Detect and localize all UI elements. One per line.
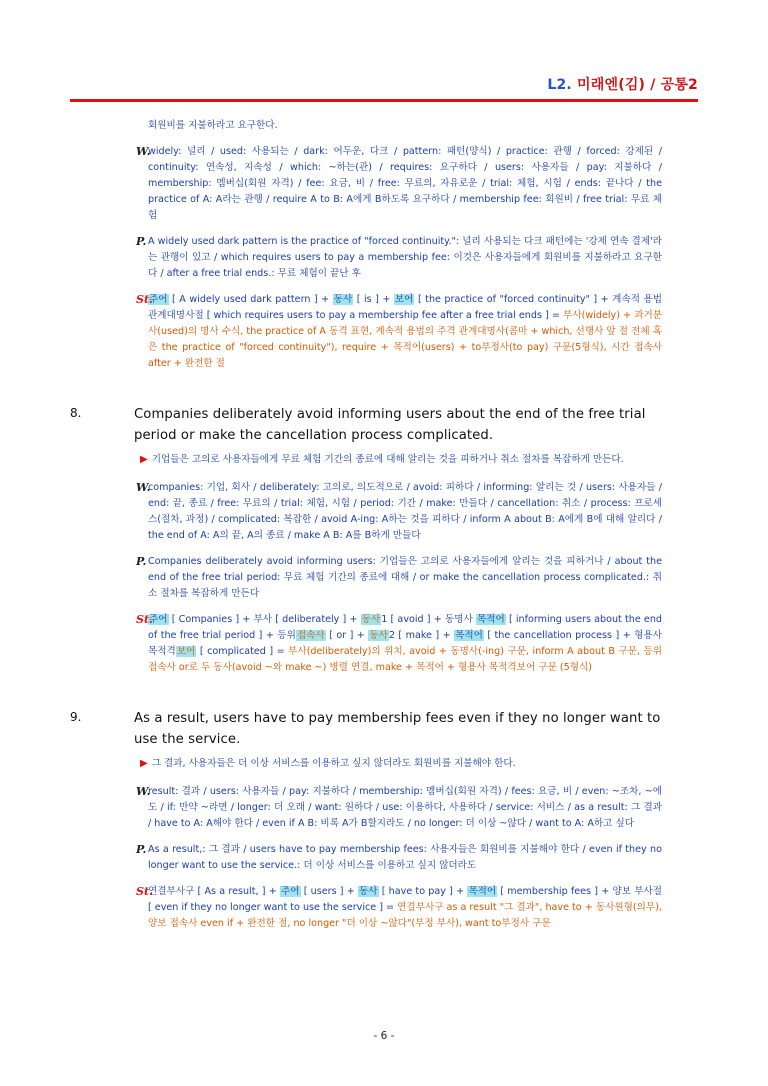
structure-segment: 1 [ avoid ] + 동명사 <box>381 614 476 625</box>
translation <box>70 452 662 468</box>
grammar-role-highlight: 목적어 <box>468 886 497 897</box>
continuation-lead: 회원비를 지불하라고 요구한다. <box>148 120 278 131</box>
structure-notes <box>148 614 662 673</box>
structure-segment: [ A widely used dark pattern ] + <box>168 294 333 305</box>
grammar-explanation: 부사(widely) + 과거분사(used)의 명사 수식, the practice of A 동격 표현, 계속적 용법의 주격 관계대명사(콤마 + which, 선행사 앞 절 전체 혹은 the practice of "forced continuity"), require + 목적어(users) + to부정사(to pay) 구문(5형식), 시간 접속사 after + 완전한 절 <box>148 310 662 369</box>
structure-segment: [ membership fees ] + 양보 부사절 [ even if they no longer want to use the service ] = <box>148 886 662 913</box>
phrase-notes: As a result,: 그 결과 / users have to pay membership fees: 사용자들은 회원비를 지불해야 한다 / even if they no longer want to use the service.: 더 이상 서비스를 이용하고 싶지 않더라도 <box>148 844 662 871</box>
arrow-icon: ▶ <box>140 454 148 465</box>
structure-segment: [ the cancellation process ] + 형용사 목적격 <box>148 630 662 657</box>
structure-notes <box>148 886 662 929</box>
structure-label: St. <box>136 613 153 626</box>
structure-notes-block <box>70 884 662 932</box>
header-rule <box>70 99 698 102</box>
word-notes: widely: 널리 / used: 사용되는 / dark: 어두운, 다크 / pattern: 패턴(양식) / practice: 관행 / forced: 강제된 / continuity: 연속성, 지속성 / which: ~하는(관) / requires: 요구하다 / users: 사용자들 / pay: 지불하다 / membership: 멤버십(회원 자격) / fee: 요금, 비 / free: 무료의, 자유로운 / trial: 체험, 시험 / ends: 끝나다 / the practice of A: A라는 관행 / require A to B: A에게 B하도록 요구하다 / membership fee: 회원비 / free trial: 무료 체험 <box>148 146 662 221</box>
header-title: 미래엔(김) / 공통2 <box>577 77 698 93</box>
structure-segment: [ Companies ] + 부사 [ deliberately ] + <box>168 614 361 625</box>
structure-notes-block <box>70 292 662 372</box>
phrase-label: P. <box>136 555 147 568</box>
structure-segment: [ informing users about the end of the free trial period ] + 등위 <box>148 614 662 641</box>
grammar-role-highlight: 목적어 <box>455 630 483 641</box>
grammar-role-highlight: 동사 <box>358 886 378 897</box>
structure-segment: [ the practice of "forced continuity" ] + 계속적 용법 관계대명사절 [ which requires users to pay a membership fee after a free trial ends ] = <box>148 294 663 321</box>
grammar-role-highlight: 보어 <box>394 294 414 305</box>
word-label: W. <box>136 145 151 158</box>
grammar-role-highlight: 동사 <box>369 630 388 641</box>
phrase-notes-block <box>70 234 662 282</box>
structure-segment: [ or ] + <box>325 630 369 641</box>
word-notes-block <box>70 784 662 832</box>
structure-label: St. <box>136 293 153 306</box>
grammar-role-highlight: 주어 <box>280 886 300 897</box>
structure-notes-block <box>70 612 662 676</box>
grammar-role-highlight: 주어 <box>149 294 168 305</box>
grammar-role-highlight: 목적어 <box>476 614 505 625</box>
structure-segment: [ complicated ] = <box>196 646 289 657</box>
structure-segment: [ users ] + <box>300 886 358 897</box>
translation-text: 기업들은 고의로 사용자들에게 무료 체험 기간의 종료에 대해 알리는 것을 피하거나 취소 절차를 복잡하게 만든다. <box>151 454 624 465</box>
word-label: W. <box>136 481 151 494</box>
grammar-role-highlight: 동사 <box>333 294 353 305</box>
word-notes-block <box>70 144 662 224</box>
grammar-explanation: 부사(deliberately)의 위치, avoid + 동명사(-ing) 구문, inform A about B 구문, 등위접속사 or로 두 동사(avoid ~와 make ~) 병렬 연결, make + 목적어 + 형용사 목적격보어 구문 (5형식) <box>148 646 663 673</box>
structure-notes <box>148 294 662 369</box>
phrase-notes-block <box>70 842 662 874</box>
translation-text: 그 결과, 사용자들은 더 이상 서비스를 이용하고 싶지 않더라도 회원비를 지불해야 한다. <box>151 758 516 769</box>
arrow-icon: ▶ <box>140 758 148 769</box>
page-content <box>70 118 662 942</box>
phrase-label: P. <box>136 843 147 856</box>
word-notes: companies: 기업, 회사 / deliberately: 고의로, 의도적으로 / avoid: 피하다 / informing: 알리는 것 / users: 사용자들 / end: 끝, 종료 / free: 무료의 / trial: 체험, 시험 / period: 기간 / make: 만들다 / cancellation: 취소 / process: 프로세스(절차, 과정) / complicated: 복잡한 / avoid A-ing: A하는 것을 피하다 / inform A about B: A에게 B에 대해 알리다 / the end of A: A의 끝, A의 종료 / make A B: A를 B하게 만들다 <box>148 482 662 541</box>
phrase-notes-block <box>70 554 662 602</box>
structure-segment: 2 [ make ] + <box>388 630 455 641</box>
structure-segment: 연결부사구 [ As a result, ] + <box>148 886 280 897</box>
structure-label: St. <box>136 885 153 898</box>
structure-segment: [ have to pay ] + <box>378 886 468 897</box>
grammar-role-highlight: 보어 <box>176 646 196 657</box>
question-8 <box>70 404 662 676</box>
grammar-explanation: 연결부사구 as a result "그 결과", have to + 동사원형(의무), 양보 접속사 even if + 완전한 절, no longer "더 이상 ~않다"(부정 부사), want to부정사 구문 <box>148 902 662 929</box>
word-notes-block <box>70 480 662 544</box>
question-sentence: As a result, users have to pay membership fees even if they no longer want to use the service. <box>134 711 661 747</box>
lesson-number: L2. <box>547 77 572 93</box>
phrase-label: P. <box>136 235 147 248</box>
phrase-notes: Companies deliberately avoid informing users: 기업들은 고의로 사용자들에게 알리는 것을 피하거나 / about the end of the free trial period: 무료 체험 기간의 종료에 대해 / or make the cancellation process complicated.: 취소 절차를 복잡하게 만든다 <box>148 556 662 599</box>
structure-segment: [ is ] + <box>353 294 394 305</box>
question-number: 8. <box>70 406 82 420</box>
question-sentence: Companies deliberately avoid informing users about the end of the free trial period or make the cancellation process complicated. <box>134 407 646 443</box>
phrase-notes: A widely used dark pattern is the practice of "forced continuity.": 널리 사용되는 다크 패턴에는 '강제 연속 결제'라는 관행이 있고 / which requires users to pay a membership fee: 이것은 사용자들에게 회원비를 지불하라고 요구한다 / after a free trial ends.: 무료 체험이 끝난 후 <box>148 236 662 279</box>
grammar-role-highlight: 주어 <box>149 614 168 625</box>
word-notes: result: 결과 / users: 사용자들 / pay: 지불하다 / membership: 멤버십(회원 자격) / fees: 요금, 비 / even: ~조차, ~에도 / if: 만약 ~라면 / longer: 더 오래 / want: 원하다 / use: 이용하다, 사용하다 / service: 서비스 / as a result: 그 결과 / have to A: A해야 한다 / even if A B: 비록 A가 B할지라도 / no longer: 더 이상 ~않다 / want to A: A하고 싶다 <box>148 786 662 829</box>
question-9 <box>70 708 662 932</box>
page-number: - 6 - <box>373 1030 395 1042</box>
grammar-role-highlight: 접속사 <box>296 630 325 641</box>
word-label: W. <box>136 785 151 798</box>
translation <box>70 756 662 772</box>
question-number: 9. <box>70 710 82 724</box>
page-header <box>547 74 698 94</box>
grammar-role-highlight: 동사 <box>361 614 381 625</box>
